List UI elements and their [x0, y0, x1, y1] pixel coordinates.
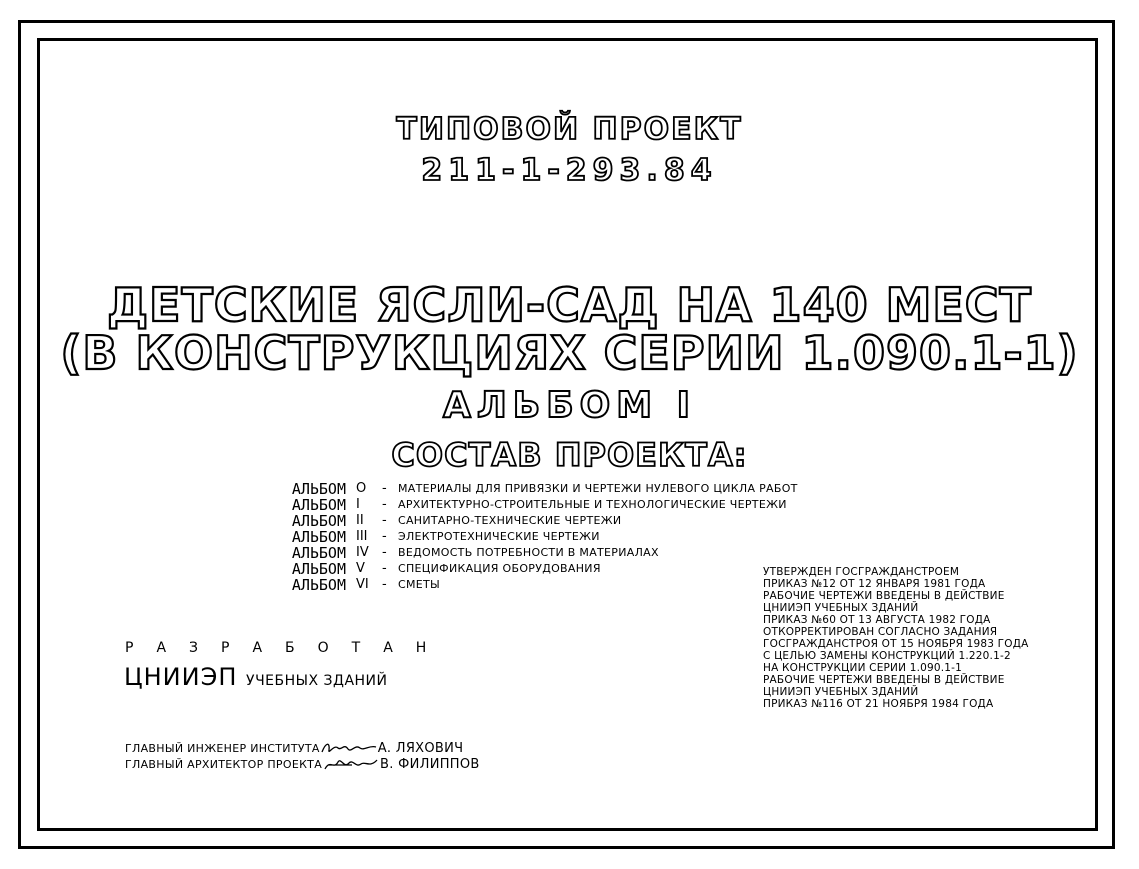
approval-line: ОТКОРРЕКТИРОВАН СОГЛАСНО ЗАДАНИЯ [763, 626, 998, 638]
approval-line: РАБОЧИЕ ЧЕРТЕЖИ ВВЕДЕНЫ В ДЕЙСТВИЕ [763, 674, 1005, 686]
signature-role: ГЛАВНЫЙ АРХИТЕКТОР ПРОЕКТА [125, 758, 323, 771]
album-number: VI [356, 577, 369, 592]
signature-role: ГЛАВНЫЙ ИНЖЕНЕР ИНСТИТУТА [125, 742, 320, 755]
album-label: АЛЬБОМ [291, 496, 346, 514]
project-title-line2: (В КОНСТРУКЦИЯХ СЕРИИ 1.090.1-1) [60, 326, 1079, 380]
dash: - [382, 529, 387, 544]
developed-by-label: РАЗРАБОТАН [125, 640, 450, 656]
approval-line: НА КОНСТРУКЦИИ СЕРИИ 1.090.1-1 [763, 662, 963, 674]
album-label: АЛЬБОМ [291, 512, 346, 530]
album-number: III [356, 529, 368, 544]
dash: - [382, 545, 387, 560]
dash: - [382, 497, 387, 512]
album-description: ЭЛЕКТРОТЕХНИЧЕСКИЕ ЧЕРТЕЖИ [398, 530, 600, 543]
dash: - [382, 577, 387, 592]
album-label: АЛЬБОМ [291, 544, 346, 562]
dash: - [382, 481, 387, 496]
composition-heading: СОСТАВ ПРОЕКТА: [391, 436, 748, 474]
organization-name: ЦНИИЭП [124, 663, 238, 691]
album-description: МАТЕРИАЛЫ ДЛЯ ПРИВЯЗКИ И ЧЕРТЕЖИ НУЛЕВОГО ЦИКЛА РАБОТ [398, 482, 798, 495]
signature-chief-engineer [125, 740, 463, 756]
album-description: СМЕТЫ [398, 578, 441, 591]
album-title: АЛЬБОМ I [443, 385, 696, 426]
project-number: 211-1-293.84 [421, 153, 718, 188]
album-number: О [356, 481, 367, 496]
album-label: АЛЬБОМ [291, 560, 346, 578]
approval-line: УТВЕРЖДЕН ГОСГРАЖДАНСТРОЕМ [763, 566, 960, 578]
approval-line: ПРИКАЗ №116 ОТ 21 НОЯБРЯ 1984 ГОДА [763, 698, 994, 710]
approval-line: С ЦЕЛЬЮ ЗАМЕНЫ КОНСТРУКЦИЙ 1.220.1-2 [763, 650, 1011, 662]
album-description: САНИТАРНО-ТЕХНИЧЕСКИЕ ЧЕРТЕЖИ [398, 514, 622, 527]
approval-line: ЦНИИЭП УЧЕБНЫХ ЗДАНИЙ [763, 686, 919, 698]
developer-organization [124, 663, 388, 691]
project-title-line1: ДЕТСКИЕ ЯСЛИ-САД НА 140 МЕСТ [107, 278, 1032, 332]
album-label: АЛЬБОМ [291, 480, 346, 498]
approval-line: ЦНИИЭП УЧЕБНЫХ ЗДАНИЙ [763, 602, 919, 614]
organization-subtitle: УЧЕБНЫХ ЗДАНИЙ [246, 673, 388, 689]
approval-line: РАБОЧИЕ ЧЕРТЕЖИ ВВЕДЕНЫ В ДЕЙСТВИЕ [763, 590, 1005, 602]
signature-name: А. ЛЯХОВИЧ [377, 741, 464, 756]
project-type-heading: ТИПОВОЙ ПРОЕКТ [396, 112, 743, 147]
signature-name: В. ФИЛИППОВ [380, 757, 480, 772]
album-label: АЛЬБОМ [291, 528, 346, 546]
album-description: ВЕДОМОСТЬ ПОТРЕБНОСТИ В МАТЕРИАЛАХ [398, 546, 659, 559]
album-number: II [356, 513, 364, 528]
approval-line: ГОСГРАЖДАНСТРОЯ ОТ 15 НОЯБРЯ 1983 ГОДА [763, 638, 1029, 650]
signature-chief-architect [125, 756, 480, 772]
album-description: АРХИТЕКТУРНО-СТРОИТЕЛЬНЫЕ И ТЕХНОЛОГИЧЕСКИЕ ЧЕРТЕЖИ [398, 498, 787, 511]
approval-line: ПРИКАЗ №12 ОТ 12 ЯНВАРЯ 1981 ГОДА [763, 578, 986, 590]
album-number: IV [356, 545, 369, 560]
handwritten-signature-icon [320, 740, 378, 756]
album-label: АЛЬБОМ [291, 576, 346, 594]
dash: - [382, 561, 387, 576]
approval-line: ПРИКАЗ №60 ОТ 13 АВГУСТА 1982 ГОДА [763, 614, 991, 626]
handwritten-signature-icon [322, 756, 380, 772]
album-number: I [356, 497, 360, 512]
approval-notes [763, 566, 1029, 710]
dash: - [382, 513, 387, 528]
album-number: V [356, 561, 365, 576]
album-description: СПЕЦИФИКАЦИЯ ОБОРУДОВАНИЯ [398, 562, 601, 575]
